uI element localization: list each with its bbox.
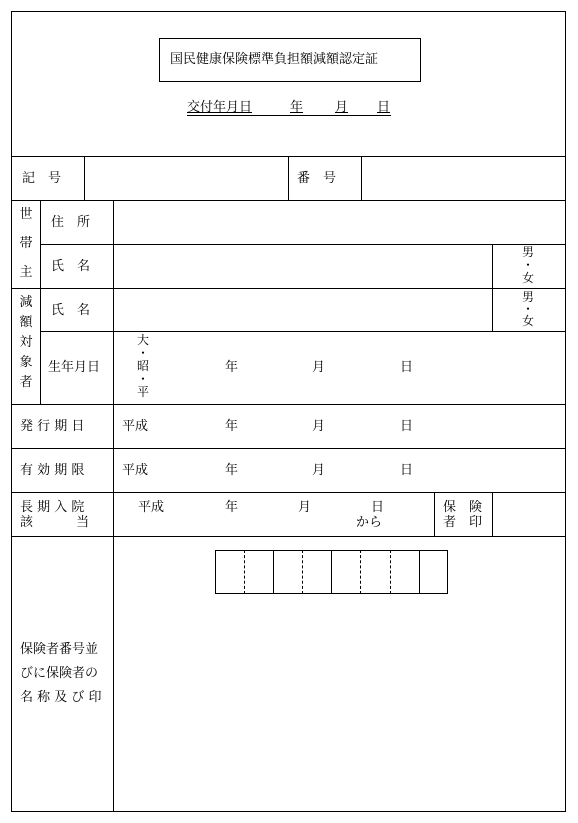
birth-day-label: 日 (400, 360, 414, 375)
expiry-era: 平成 (122, 463, 149, 478)
long-term-from-label: から (356, 515, 383, 530)
effective-era: 平成 (122, 419, 149, 434)
insurer-digit-divider (360, 550, 361, 594)
householder-gender: 男 ・ 女 (521, 245, 534, 285)
birth-date-label: 生年月日 (48, 360, 101, 375)
insurer-stamp-label-line2: 者 印 (443, 515, 483, 530)
bango-label: 番 号 (297, 171, 337, 186)
issue-year-label: 年 (290, 100, 304, 115)
birth-year-label: 年 (225, 360, 239, 375)
insurer-label-line1: 保険者番号並 (20, 642, 99, 657)
expiry-year-label: 年 (225, 463, 239, 478)
insurer-digit-divider (390, 550, 391, 594)
insurer-label-line3: 名 称 及 び 印 (20, 690, 102, 705)
long-term-month-label: 月 (298, 500, 312, 515)
effective-month-label: 月 (312, 419, 326, 434)
insurer-digit-divider (302, 550, 303, 594)
divider (492, 244, 493, 331)
divider (113, 200, 114, 812)
era-options: 大 ・ 昭 ・ 平 (136, 333, 149, 399)
divider (40, 200, 41, 404)
long-term-year-label: 年 (225, 500, 239, 515)
target-name-label: 氏 名 (51, 303, 91, 318)
long-term-label-line1: 長 期 入 院 (20, 500, 85, 515)
effective-date-label: 発 行 期 日 (20, 419, 85, 434)
householder-name-label: 氏 名 (51, 259, 91, 274)
divider (11, 492, 566, 493)
target-gender: 男 ・ 女 (521, 290, 534, 328)
divider (11, 200, 566, 201)
divider (11, 288, 566, 289)
insurer-number-divider (419, 550, 420, 594)
expiry-label: 有 効 期 限 (20, 463, 85, 478)
expiry-day-label: 日 (400, 463, 414, 478)
issue-month-label: 月 (335, 100, 349, 115)
kigo-label: 記 号 (22, 171, 62, 186)
divider (288, 156, 289, 200)
birth-month-label: 月 (312, 360, 326, 375)
divider (11, 404, 566, 405)
expiry-month-label: 月 (312, 463, 326, 478)
divider (492, 492, 493, 536)
householder-address-label: 住 所 (51, 215, 91, 230)
divider (84, 156, 85, 200)
effective-day-label: 日 (400, 419, 414, 434)
issue-date-label: 交付年月日 (187, 100, 253, 115)
divider (11, 536, 566, 537)
householder-group-label: 世 帯 主 (19, 207, 33, 280)
insurer-number-divider (273, 550, 274, 594)
divider (434, 492, 435, 536)
divider (11, 448, 566, 449)
divider (40, 244, 566, 245)
insurer-number-divider (331, 550, 332, 594)
divider (40, 331, 566, 332)
issue-day-label: 日 (377, 100, 391, 115)
insurer-digit-divider (244, 550, 245, 594)
divider (361, 156, 362, 200)
effective-year-label: 年 (225, 419, 239, 434)
insurer-label-line2: びに保険者の (20, 666, 99, 681)
long-term-day-label: 日 (371, 500, 385, 515)
long-term-era: 平成 (138, 500, 165, 515)
page-title: 国民健康保険標準負担額減額認定証 (170, 52, 379, 67)
target-group-label: 減 額 対 象 者 (19, 295, 33, 390)
issue-date-underline (187, 115, 391, 116)
insurer-stamp-label-line1: 保 険 (443, 500, 483, 515)
long-term-label-line2: 該 当 (20, 515, 90, 530)
